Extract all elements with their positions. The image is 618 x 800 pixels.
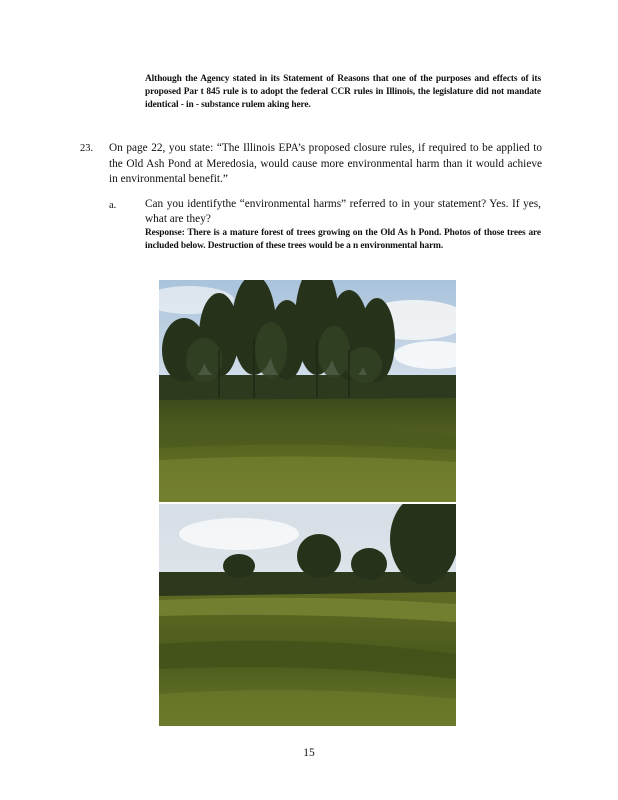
question-text: On page 22, you state: “The Illinois EPA’s proposed closure rules, if required to be applied to the Old Ash Pond at Meredosia, would cause more environmental harm than it would achieve in environmental benefit.” xyxy=(109,142,542,185)
tree-line-photo xyxy=(159,280,456,502)
page-number: 15 xyxy=(303,747,315,759)
question-number: 23. xyxy=(80,143,94,154)
grassy-slope-photo xyxy=(159,504,456,726)
response-text: Response: There is a mature forest of trees growing on the Old As h Pond. Photos of those trees are included below. Destruction of these trees would be a n environmental harm. xyxy=(145,228,541,251)
continuation-paragraph: Although the Agency stated in its Statement of Reasons that one of the purposes and effects of its proposed Par t 845 rule is to adopt the federal CCR rules in Illinois, the legislature did not mandate identical - in - substance rulem aking here. xyxy=(145,74,541,110)
sub-question-letter: a. xyxy=(109,200,117,211)
sub-question-text: Can you identifythe “environmental harms” referred to in your statement? Yes. If yes, what are they? xyxy=(145,198,541,225)
